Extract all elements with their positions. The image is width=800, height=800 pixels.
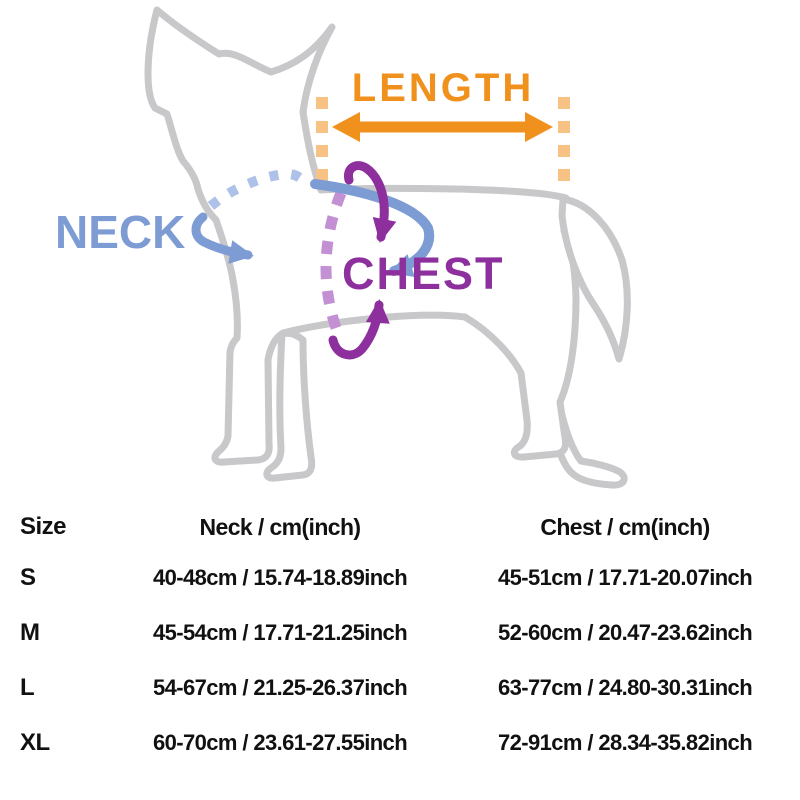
chest-cell: 63-77cm / 24.80-30.31inch <box>497 674 753 700</box>
size-cell: M <box>20 618 40 646</box>
size-cell: S <box>20 563 36 591</box>
table-header-row <box>0 504 800 550</box>
size-cell: L <box>20 673 35 701</box>
col-header-size: Size <box>20 513 67 540</box>
size-cell: XL <box>20 728 50 756</box>
table-row-s <box>0 550 800 605</box>
chest-label: CHEST <box>342 248 505 299</box>
table-row-xl <box>0 715 800 770</box>
chest-cell: 52-60cm / 20.47-23.62inch <box>497 619 753 645</box>
chest-cell: 45-51cm / 17.71-20.07inch <box>497 564 753 590</box>
neck-label: NECK <box>55 206 186 258</box>
neck-cell: 60-70cm / 23.61-27.55inch <box>152 729 408 755</box>
neck-cell: 54-67cm / 21.25-26.37inch <box>152 674 408 700</box>
table-row-m <box>0 605 800 660</box>
dog-near-front-leg <box>267 333 312 478</box>
neck-cell: 45-54cm / 17.71-21.25inch <box>152 619 408 645</box>
size-table <box>0 500 800 770</box>
col-header-neck: Neck / cm(inch) <box>199 513 361 540</box>
length-arrow-icon <box>332 112 553 142</box>
length-label: LENGTH <box>351 66 535 110</box>
neck-cell: 40-48cm / 15.74-18.89inch <box>152 564 408 590</box>
table-row-l <box>0 660 800 715</box>
col-header-chest: Chest / cm(inch) <box>540 513 710 540</box>
chest-cell: 72-91cm / 28.34-35.82inch <box>497 729 753 755</box>
